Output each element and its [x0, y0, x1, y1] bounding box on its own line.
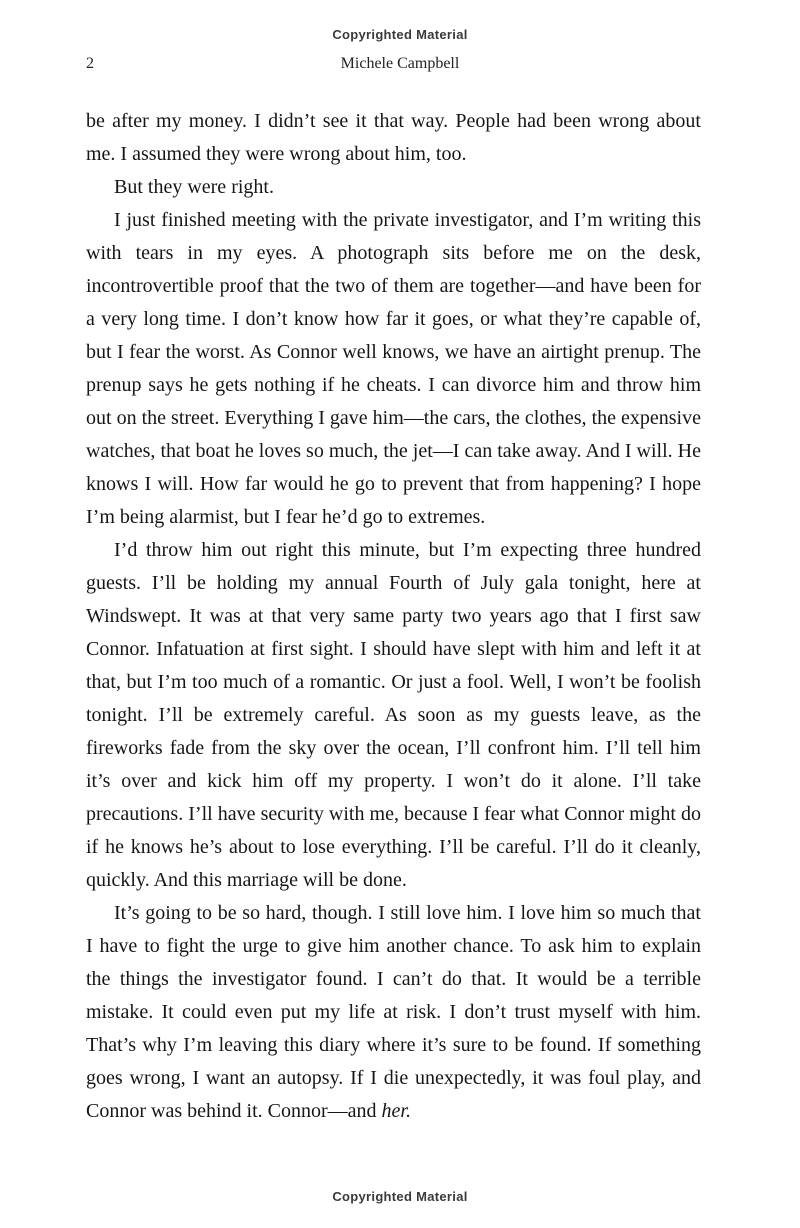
page-number: 2	[86, 55, 94, 72]
page-body	[0, 105, 800, 1128]
paragraph	[86, 204, 701, 534]
paragraph-text: But they were right.	[114, 176, 274, 198]
author-name: Michele Campbell	[340, 55, 460, 72]
paragraph-text: be after my money. I didn’t see it that way. People had been wrong about me. I assumed they were wrong about him, too.	[86, 110, 701, 165]
running-header	[0, 55, 800, 73]
copyright-banner-bottom: Copyrighted Material	[332, 1189, 468, 1204]
paragraph-text: I just finished meeting with the private investigator, and I’m writing this with tears in my eyes. A photograph sits before me on the desk, incontrovertible proof that the two of them are together—and have been for a very long time. I don’t know how far it goes, or what they’re capable of, but I fear the worst. As Connor well knows, we have an airtight prenup. The prenup says he gets nothing if he cheats. I can divorce him and throw him out on the street. Everything I gave him—the cars, the clothes, the expensive watches, that boat he loves so much, the jet—I can take away. And I will. He knows I will. How far would he go to prevent that from happening? I hope I’m being alarmist, but I fear he’d go to extremes.	[86, 209, 701, 528]
paragraph	[86, 534, 701, 897]
paragraph	[86, 171, 701, 204]
paragraph	[86, 105, 701, 171]
paragraph-text: It’s going to be so hard, though. I still love him. I love him so much that I have to fight the urge to give him another chance. To ask him to explain the things the investigator found. I can’t do that. It would be a terrible mistake. It could even put my life at risk. I don’t trust myself with him. That’s why I’m leaving this diary where it’s sure to be found. If something goes wrong, I want an autopsy. If I die unexpectedly, it was foul play, and Connor was behind it. Connor—and	[86, 902, 701, 1122]
paragraph	[86, 897, 701, 1128]
italic-word: her.	[381, 1100, 411, 1122]
copyright-banner-top: Copyrighted Material	[332, 27, 468, 42]
paragraph-text: I’d throw him out right this minute, but I’m expecting three hundred guests. I’ll be holding my annual Fourth of July gala tonight, here at Windswept. It was at that very same party two years ago that I first saw Connor. Infatuation at first sight. I should have slept with him and left it at that, but I’m too much of a romantic. Or just a fool. Well, I won’t be foolish tonight. I’ll be extremely careful. As soon as my guests leave, as the fireworks fade from the sky over the ocean, I’ll confront him. I’ll tell him it’s over and kick him off my property. I won’t do it alone. I’ll take precautions. I’ll have security with me, because I fear what Connor might do if he knows he’s about to lose everything. I’ll be careful. I’ll do it cleanly, quickly. And this marriage will be done.	[86, 539, 701, 891]
